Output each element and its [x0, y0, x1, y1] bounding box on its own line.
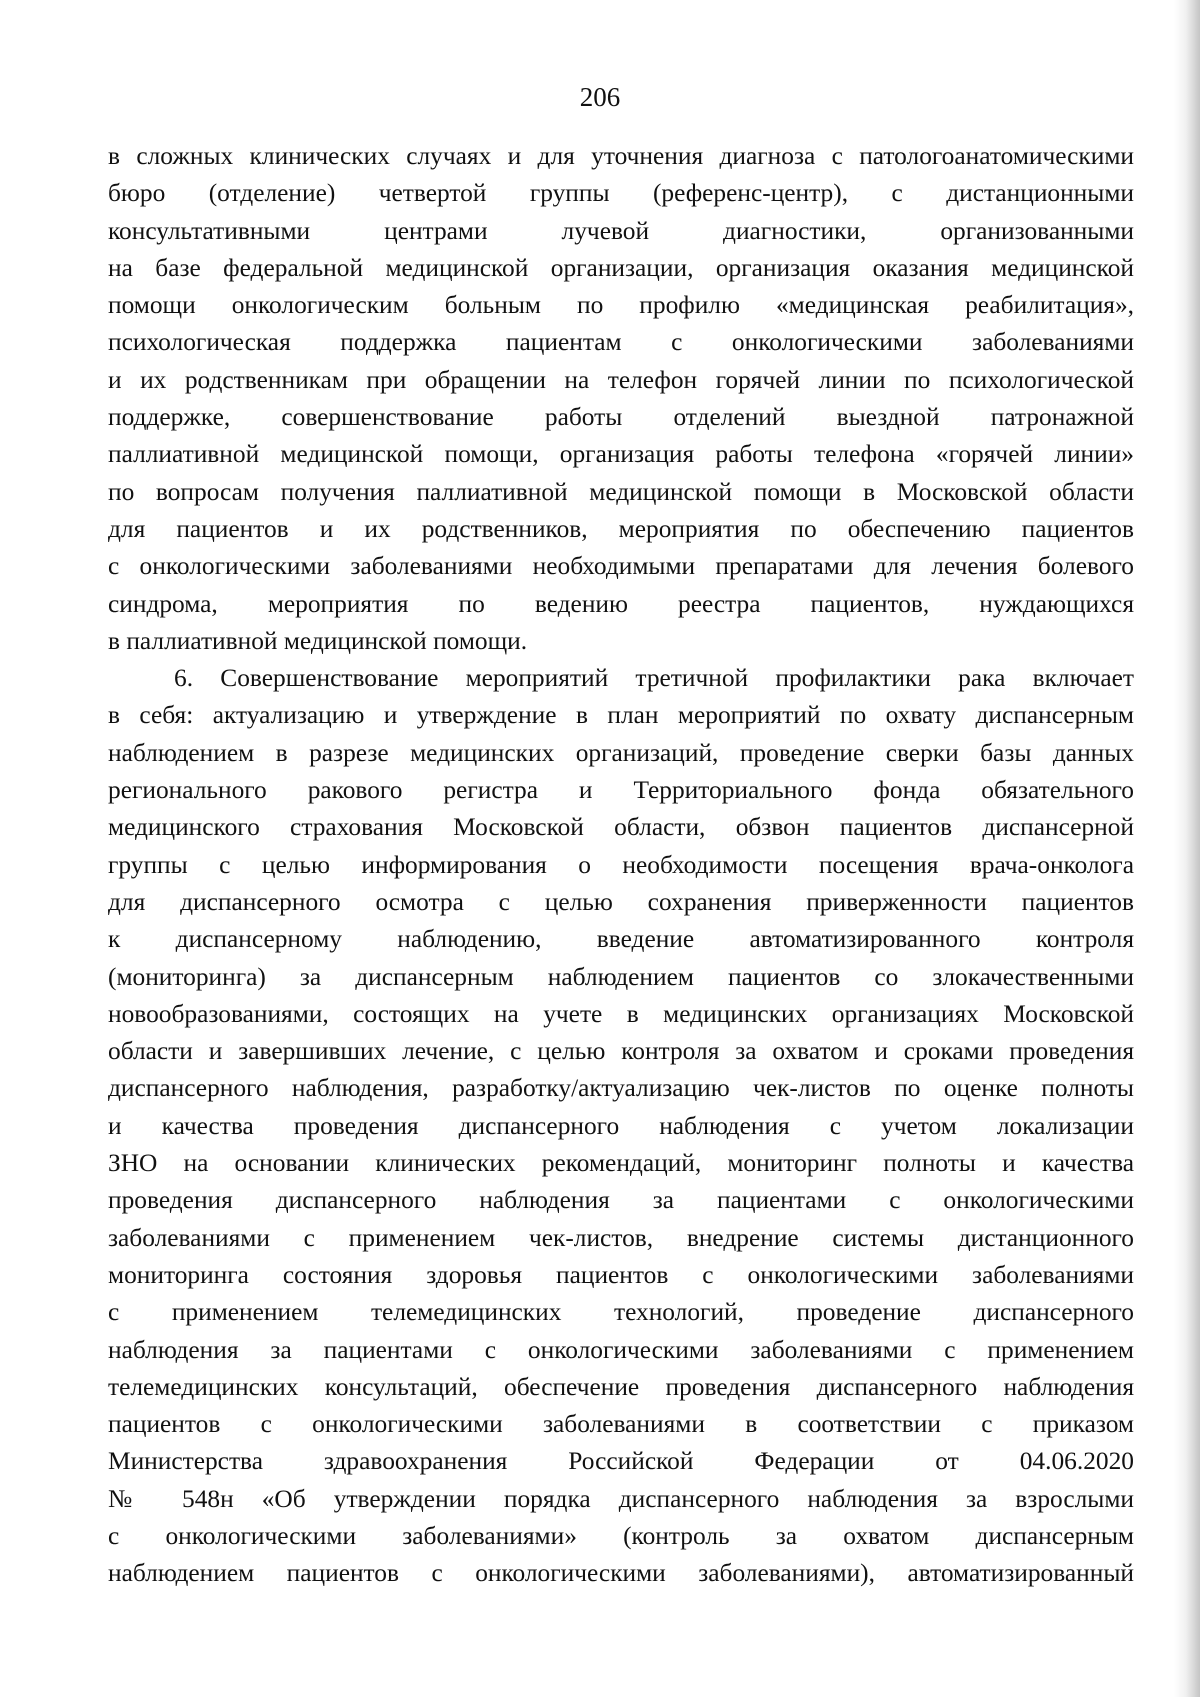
text-line: регионального ракового регистра и Территориального фонда обязательного	[108, 776, 1134, 805]
text-line: для диспансерного осмотра с целью сохранения приверженности пациентов	[108, 887, 1134, 916]
scan-edge-shadow	[1174, 0, 1200, 1697]
text-line: и их родственникам при обращении на телефон горячей линии по психологической	[108, 365, 1134, 394]
text-line: наблюдением в разрезе медицинских организаций, проведение сверки базы данных	[108, 738, 1134, 767]
text-line: наблюдения за пациентами с онкологическими заболеваниями с применением	[108, 1335, 1134, 1364]
text-line: группы с целью информирования о необходимости посещения врача-онколога	[108, 850, 1134, 879]
page-number: 206	[579, 82, 621, 112]
text-line: заболеваниями с применением чек-листов, внедрение системы дистанционного	[108, 1223, 1134, 1252]
text-line: области и завершивших лечение, с целью контроля за охватом и сроками проведения	[108, 1037, 1134, 1066]
text-line: мониторинга состояния здоровья пациентов с онкологическими заболеваниями	[108, 1260, 1134, 1289]
text-line: помощи онкологическим больным по профилю «медицинская реабилитация»,	[108, 291, 1134, 320]
text-line: 6. Совершенствование мероприятий третичной профилактики рака включает	[174, 664, 1134, 693]
text-line: телемедицинских консультаций, обеспечение проведения диспансерного наблюдения	[108, 1372, 1134, 1401]
text-line: наблюдением пациентов с онкологическими заболеваниями), автоматизированный	[108, 1559, 1134, 1588]
text-line: ЗНО на основании клинических рекомендаций, мониторинг полноты и качества	[108, 1149, 1134, 1178]
text-line: с онкологическими заболеваниями необходимыми препаратами для лечения болевого	[108, 552, 1134, 581]
text-line: с применением телемедицинских технологий, проведение диспансерного	[108, 1298, 1134, 1327]
text-line: пациентов с онкологическими заболеваниями в соответствии с приказом	[108, 1410, 1134, 1439]
text-line: медицинского страхования Московской области, обзвон пациентов диспансерной	[108, 813, 1134, 842]
text-line: бюро (отделение) четвертой группы (референс-центр), с дистанционными	[108, 179, 1134, 208]
text-line: в себя: актуализацию и утверждение в план мероприятий по охвату диспансерным	[108, 701, 1134, 730]
text-line: на базе федеральной медицинской организации, организация оказания медицинской	[108, 253, 1134, 282]
text-line: для пациентов и их родственников, мероприятия по обеспечению пациентов	[108, 514, 1134, 543]
text-line: к диспансерному наблюдению, введение автоматизированного контроля	[108, 925, 1134, 954]
text-line: № 548н «Об утверждении порядка диспансерного наблюдения за взрослыми	[108, 1484, 1134, 1513]
text-line: с онкологическими заболеваниями» (контроль за охватом диспансерным	[108, 1521, 1134, 1550]
text-line: (мониторинга) за диспансерным наблюдением пациентов со злокачественными	[108, 962, 1134, 991]
text-line: проведения диспансерного наблюдения за пациентами с онкологическими	[108, 1186, 1134, 1215]
text-line: консультативными центрами лучевой диагностики, организованными	[108, 216, 1134, 245]
text-line: диспансерного наблюдения, разработку/актуализацию чек-листов по оценке полноты	[108, 1074, 1134, 1103]
text-line: в паллиативной медицинской помощи.	[108, 626, 528, 655]
text-line: Министерства здравоохранения Российской Федерации от 04.06.2020	[108, 1447, 1134, 1476]
text-line: новообразованиями, состоящих на учете в медицинских организациях Московской	[108, 999, 1134, 1028]
text-line: поддержке, совершенствование работы отделений выездной патронажной	[108, 403, 1134, 432]
text-line: психологическая поддержка пациентам с онкологическими заболеваниями	[108, 328, 1134, 357]
text-line: паллиативной медицинской помощи, организация работы телефона «горячей линии»	[108, 440, 1134, 469]
text-line: по вопросам получения паллиативной медицинской помощи в Московской области	[108, 477, 1134, 506]
body-text	[108, 138, 1134, 1593]
text-line: синдрома, мероприятия по ведению реестра пациентов, нуждающихся	[108, 589, 1134, 618]
text-line: и качества проведения диспансерного наблюдения с учетом локализации	[108, 1111, 1134, 1140]
text-line: в сложных клинических случаях и для уточнения диагноза с патологоанатомическими	[108, 142, 1134, 170]
